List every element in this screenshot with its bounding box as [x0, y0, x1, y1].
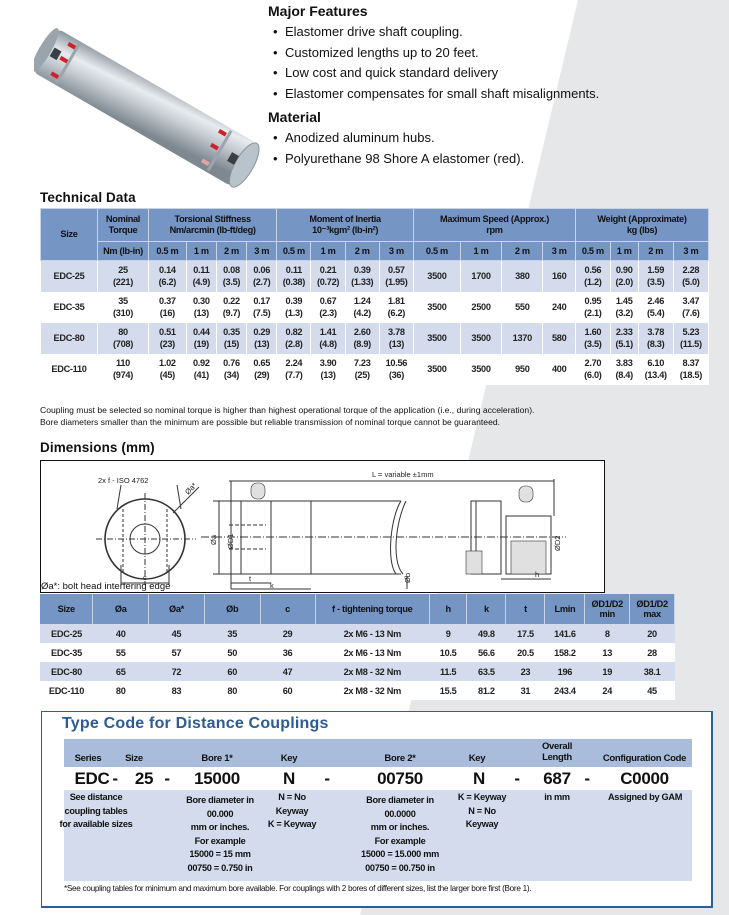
oa-label: Øa — [209, 534, 218, 545]
cell-weight: 2.28 (5.0) — [673, 261, 708, 292]
dim-cell: 158.2 — [545, 643, 585, 662]
type-code-segment: 00750 — [377, 769, 423, 788]
cell-speed: 550 — [502, 292, 543, 323]
dim-cell: 243.4 — [545, 681, 585, 700]
type-code-desc-key2: K = Keyway N = No Keyway — [457, 792, 507, 829]
oa-star-label: Øa* — [183, 480, 199, 497]
table-row — [41, 354, 709, 385]
cell-inertia: 0.11 (0.38) — [277, 261, 311, 292]
cell-inertia: 0.82 (2.8) — [277, 323, 311, 354]
th-weight: Weight (Approximate) kg (lbs) — [575, 209, 708, 242]
cell-weight: 0.90 (2.0) — [610, 261, 638, 292]
dim-cell: 2x M6 - 13 Nm — [315, 624, 429, 643]
technical-data-title: Technical Data — [40, 190, 136, 205]
th-inertia: Moment of Inertia 10⁻³kgm² (lb-in²) — [277, 209, 414, 242]
type-code-header: Overall Length — [541, 741, 573, 763]
th-length: 0.5 m — [277, 242, 311, 261]
dim-header: h — [429, 594, 466, 624]
cell-stiff: 0.30 (13) — [186, 292, 216, 323]
cell-inertia: 10.56 (36) — [379, 354, 413, 385]
ob-label: Øb — [403, 572, 412, 583]
th-size: Size — [41, 209, 98, 261]
dim-header: ØD1/D2 min — [585, 594, 630, 624]
type-code-desc-series: See distance coupling tables for available sizes — [59, 792, 133, 829]
dim-header: Lmin — [545, 594, 585, 624]
dim-cell: 31 — [506, 681, 545, 700]
cell-weight: 2.70 (6.0) — [575, 354, 610, 385]
th-length: 1 m — [311, 242, 345, 261]
type-code-header: Key — [280, 753, 298, 764]
cell-speed: 950 — [502, 354, 543, 385]
cell-stiff: 0.65 (29) — [247, 354, 277, 385]
dim-cell: 81.2 — [467, 681, 506, 700]
dim-header: Øb — [204, 594, 260, 624]
cell-speed: 3500 — [460, 354, 501, 385]
feature-item: • Low cost and quick standard delivery — [273, 65, 499, 80]
od1-label: ØD1 — [226, 533, 235, 549]
cell-stiff: 0.29 (13) — [247, 323, 277, 354]
t-label: t — [249, 574, 252, 583]
technical-data-table — [40, 208, 709, 385]
type-code-desc-key1: N = No Keyway K = Keyway — [267, 792, 317, 829]
diagram-caption: Øa*: bolt head interfering edge — [41, 581, 171, 592]
type-code-segment: N — [473, 769, 485, 788]
dim-header: k — [467, 594, 506, 624]
cell-speed: 3500 — [413, 323, 460, 354]
cell-speed: 580 — [543, 323, 576, 354]
dim-cell: 13 — [585, 643, 630, 662]
cell-speed: 1700 — [460, 261, 501, 292]
dim-cell: 17.5 — [506, 624, 545, 643]
dim-cell: 20 — [630, 624, 675, 643]
type-code-header: Series — [74, 753, 102, 764]
th-speed: Maximum Speed (Approx.) rpm — [413, 209, 575, 242]
cell-inertia: 1.24 (4.2) — [345, 292, 379, 323]
type-code-desc-length: in mm — [544, 792, 570, 802]
dim-cell: 11.5 — [429, 662, 466, 681]
cell-inertia: 0.21 (0.72) — [311, 261, 345, 292]
dim-cell: EDC-25 — [40, 624, 93, 643]
cell-weight: 3.47 (7.6) — [673, 292, 708, 323]
cell-speed: 240 — [543, 292, 576, 323]
dim-cell: 9 — [429, 624, 466, 643]
dim-header: Øa* — [148, 594, 204, 624]
dim-cell: 49.8 — [467, 624, 506, 643]
cell-inertia: 2.24 (7.7) — [277, 354, 311, 385]
dim-header: c — [260, 594, 315, 624]
dim-cell: 80 — [204, 681, 260, 700]
cell-inertia: 0.39 (1.33) — [345, 261, 379, 292]
th-length: 2 m — [502, 242, 543, 261]
dim-cell: 24 — [585, 681, 630, 700]
material-list — [268, 128, 728, 169]
cell-speed: 3500 — [413, 354, 460, 385]
cell-speed: 3500 — [413, 292, 460, 323]
type-code-footnote: *See coupling tables for minimum and maximum bore available. For couplings with 2 bores of different sizes, list the larger bore first (Bore 1). — [64, 884, 532, 893]
th-length: 2 m — [345, 242, 379, 261]
th-length: 0.5 m — [149, 242, 187, 261]
type-code-segment: 687 — [543, 769, 571, 788]
cell-inertia: 2.60 (8.9) — [345, 323, 379, 354]
cell-weight: 0.56 (1.2) — [575, 261, 610, 292]
cell-speed: 3500 — [460, 323, 501, 354]
dim-cell: 19 — [585, 662, 630, 681]
dim-cell: 83 — [148, 681, 204, 700]
dim-cell: 45 — [630, 681, 675, 700]
material-item: • Anodized aluminum hubs. — [273, 130, 435, 145]
cell-stiff: 0.51 (23) — [149, 323, 187, 354]
cell-stiff: 0.37 (16) — [149, 292, 187, 323]
dim-cell: 40 — [93, 624, 149, 643]
dim-cell: 55 — [93, 643, 149, 662]
features-title: Major Features — [268, 3, 368, 19]
features-panel — [268, 2, 728, 173]
dimension-diagram — [40, 460, 605, 593]
dim-cell: 72 — [148, 662, 204, 681]
dim-cell: 28 — [630, 643, 675, 662]
cell-speed: 1370 — [502, 323, 543, 354]
th-length: 2 m — [638, 242, 673, 261]
cell-weight: 8.37 (18.5) — [673, 354, 708, 385]
cell-inertia: 3.78 (13) — [379, 323, 413, 354]
dim-cell: 20.5 — [506, 643, 545, 662]
technical-notes — [40, 404, 720, 428]
th-stiffness: Torsional Stiffness Nm/arcmin (lb-ft/deg) — [149, 209, 277, 242]
th-torque-unit: Nm (lb-in) — [98, 242, 149, 261]
type-code-panel — [41, 711, 713, 908]
dim-cell: 56.6 — [467, 643, 506, 662]
dimensions-title: Dimensions (mm) — [40, 440, 155, 455]
dim-cell: 2x M8 - 32 Nm — [315, 681, 429, 700]
cell-size: EDC-25 — [41, 261, 98, 292]
type-code-header: Bore 1* — [201, 753, 233, 764]
dim-cell: 60 — [260, 681, 315, 700]
material-title: Material — [268, 109, 321, 125]
dim-cell: EDC-35 — [40, 643, 93, 662]
type-code-desc-bore2: Bore diameter in 00.0000 mm or inches. For example 15000 = 15.000 mm 00750 = 00.750 in — [361, 795, 439, 873]
type-code-header: Configuration Code — [602, 753, 687, 764]
th-length: 2 m — [216, 242, 246, 261]
feature-item: • Elastomer compensates for small shaft misalignments. — [273, 85, 600, 101]
th-length: 1 m — [610, 242, 638, 261]
feature-item: • Customized lengths up to 20 feet. — [273, 44, 479, 60]
type-code-segment: - — [584, 769, 590, 788]
dim-cell: 57 — [148, 643, 204, 662]
cell-stiff: 0.17 (7.5) — [247, 292, 277, 323]
dim-cell: 60 — [204, 662, 260, 681]
cell-weight: 3.78 (8.3) — [638, 323, 673, 354]
dim-cell: 2x M6 - 13 Nm — [315, 643, 429, 662]
dim-cell: 29 — [260, 624, 315, 643]
cell-weight: 6.10 (13.4) — [638, 354, 673, 385]
material-item: • Polyurethane 98 Shore A elastomer (red). — [273, 150, 525, 166]
type-code-segment: - — [324, 769, 330, 788]
cell-speed: 380 — [502, 261, 543, 292]
cell-torque: 35 (310) — [98, 292, 149, 323]
type-code-segment: 15000 — [194, 769, 240, 788]
dim-header: Øa — [93, 594, 149, 624]
cell-torque: 110 (974) — [98, 354, 149, 385]
dim-cell: 15.5 — [429, 681, 466, 700]
cell-inertia: 1.41 (4.8) — [311, 323, 345, 354]
dim-cell: 10.5 — [429, 643, 466, 662]
type-code-segment: N — [283, 769, 295, 788]
dim-cell: 63.5 — [467, 662, 506, 681]
type-code-segment: - — [514, 769, 520, 788]
k-label: k — [270, 581, 274, 590]
cell-inertia: 7.23 (25) — [345, 354, 379, 385]
table-row — [40, 662, 675, 681]
dim-cell: 141.6 — [545, 624, 585, 643]
cell-weight: 1.45 (3.2) — [610, 292, 638, 323]
cell-stiff: 0.92 (41) — [186, 354, 216, 385]
table-row — [41, 261, 709, 292]
type-code-segment: - — [112, 769, 118, 788]
type-code-desc-bore1: Bore diameter in 00.000 mm or inches. For example 15000 = 15 mm 00750 = 0.750 in — [186, 795, 254, 873]
type-code-header: Size — [125, 753, 143, 764]
cell-stiff: 0.11 (4.9) — [186, 261, 216, 292]
type-code-segment: C0000 — [620, 769, 669, 788]
screw-label: 2x f - ISO 4762 — [98, 476, 149, 485]
dim-header: t — [506, 594, 545, 624]
table-row — [40, 624, 675, 643]
type-code-desc-config: Assigned by GAM — [607, 792, 683, 802]
dim-cell: 2x M8 - 32 Nm — [315, 662, 429, 681]
cell-inertia: 0.57 (1.95) — [379, 261, 413, 292]
cell-speed: 160 — [543, 261, 576, 292]
dimensions-table — [40, 594, 675, 700]
dim-cell: 50 — [204, 643, 260, 662]
cell-weight: 1.59 (3.5) — [638, 261, 673, 292]
feature-item: • Elastomer drive shaft coupling. — [273, 24, 463, 39]
dim-cell: EDC-110 — [40, 681, 93, 700]
th-torque: Nominal Torque — [98, 209, 149, 242]
cell-stiff: 0.06 (2.7) — [247, 261, 277, 292]
dim-cell: EDC-80 — [40, 662, 93, 681]
dim-header: Size — [40, 594, 93, 624]
cell-speed: 2500 — [460, 292, 501, 323]
cell-stiff: 0.76 (34) — [216, 354, 246, 385]
cell-weight: 3.83 (8.4) — [610, 354, 638, 385]
dim-cell: 35 — [204, 624, 260, 643]
dim-cell: 65 — [93, 662, 149, 681]
cell-size: EDC-80 — [41, 323, 98, 354]
cell-inertia: 3.90 (13) — [311, 354, 345, 385]
table-row — [40, 643, 675, 662]
cell-stiff: 0.35 (15) — [216, 323, 246, 354]
th-length: 3 m — [673, 242, 708, 261]
table-row — [41, 292, 709, 323]
length-label: L = variable ±1mm — [372, 470, 434, 479]
h-label: h — [535, 570, 540, 579]
cell-weight: 2.46 (5.4) — [638, 292, 673, 323]
type-code-header: Bore 2* — [384, 753, 416, 764]
cell-size: EDC-110 — [41, 354, 98, 385]
cell-speed: 400 — [543, 354, 576, 385]
dim-cell: 45 — [148, 624, 204, 643]
cell-stiff: 0.22 (9.7) — [216, 292, 246, 323]
technical-drawing — [41, 461, 604, 592]
od2-label: ØD2 — [553, 535, 562, 551]
cell-torque: 80 (708) — [98, 323, 149, 354]
cell-inertia: 0.39 (1.3) — [277, 292, 311, 323]
dim-header: f - tightening torque — [315, 594, 429, 624]
th-length: 1 m — [460, 242, 501, 261]
note-line: Bore diameters smaller than the minimum are possible but reliable transmission of nominal torque cannot be guaranteed. — [40, 417, 501, 427]
cell-weight: 1.60 (3.5) — [575, 323, 610, 354]
type-code-segment: 25 — [134, 769, 154, 788]
cell-weight: 0.95 (2.1) — [575, 292, 610, 323]
table-row — [41, 323, 709, 354]
th-length: 3 m — [379, 242, 413, 261]
cell-inertia: 0.67 (2.3) — [311, 292, 345, 323]
dim-cell: 196 — [545, 662, 585, 681]
type-code-header: Key — [468, 753, 486, 764]
cell-speed: 3500 — [413, 261, 460, 292]
cell-size: EDC-35 — [41, 292, 98, 323]
cell-inertia: 1.81 (6.2) — [379, 292, 413, 323]
dim-cell: 80 — [93, 681, 149, 700]
cell-stiff: 1.02 (45) — [149, 354, 187, 385]
features-list — [268, 22, 728, 104]
dim-cell: 8 — [585, 624, 630, 643]
th-length: 0.5 m — [413, 242, 460, 261]
type-code-segment: EDC — [74, 769, 110, 788]
c-label: c — [143, 573, 147, 582]
table-row — [40, 681, 675, 700]
coupling-product-image — [34, 25, 264, 195]
dim-cell: 23 — [506, 662, 545, 681]
cell-stiff: 0.44 (19) — [186, 323, 216, 354]
th-length: 3 m — [543, 242, 576, 261]
cell-weight: 2.33 (5.1) — [610, 323, 638, 354]
dim-cell: 38.1 — [630, 662, 675, 681]
dim-header: ØD1/D2 max — [630, 594, 675, 624]
note-line: Coupling must be selected so nominal torque is higher than highest operational torque of the application (i.e., during acceleration). — [40, 405, 535, 415]
cell-weight: 5.23 (11.5) — [673, 323, 708, 354]
dim-cell: 36 — [260, 643, 315, 662]
th-length: 1 m — [186, 242, 216, 261]
th-length: 3 m — [247, 242, 277, 261]
cell-torque: 25 (221) — [98, 261, 149, 292]
th-length: 0.5 m — [575, 242, 610, 261]
type-code-segment: - — [164, 769, 170, 788]
cell-stiff: 0.08 (3.5) — [216, 261, 246, 292]
cell-stiff: 0.14 (6.2) — [149, 261, 187, 292]
type-code-title: Type Code for Distance Couplings — [62, 715, 329, 732]
dim-cell: 47 — [260, 662, 315, 681]
